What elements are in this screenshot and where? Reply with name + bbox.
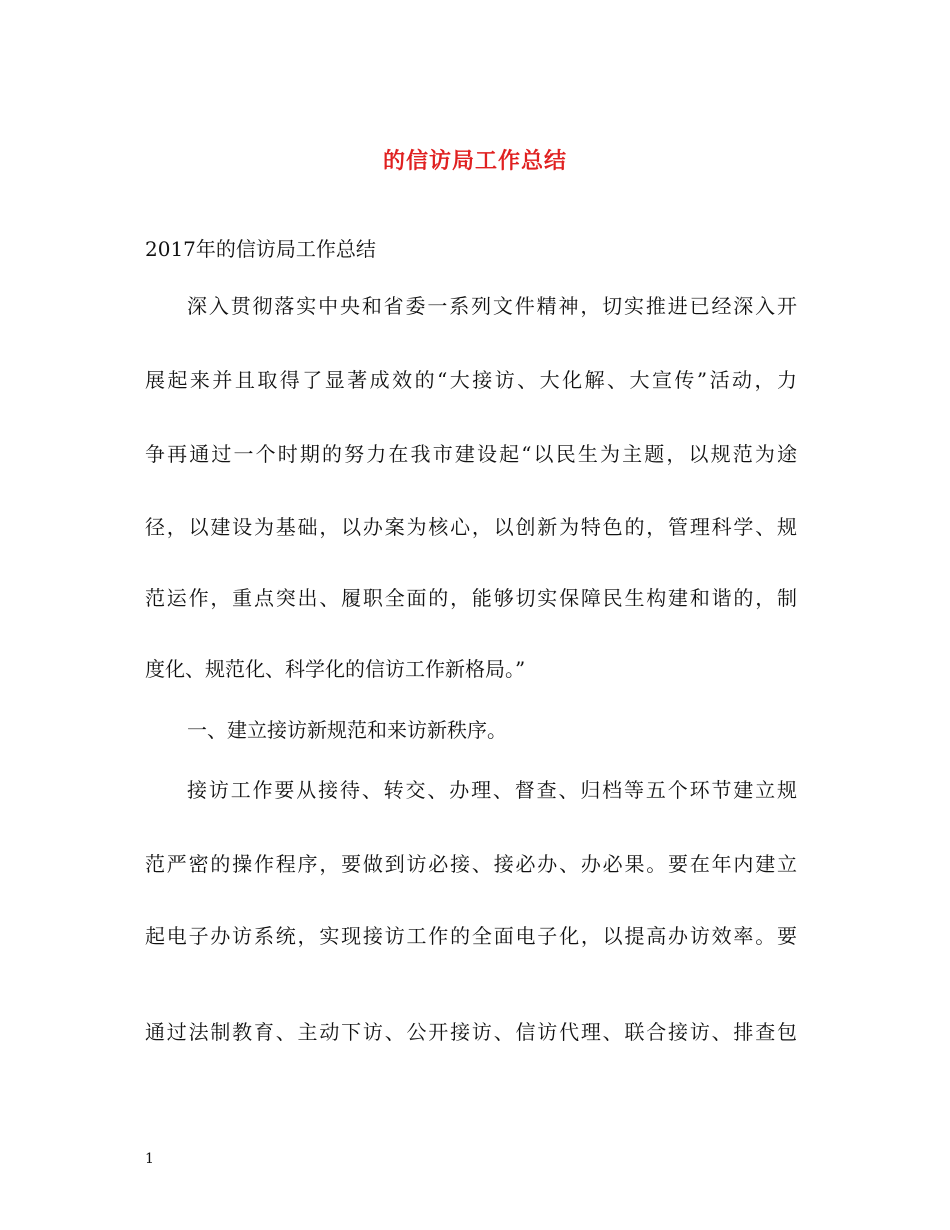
paragraph-line: 通过法制教育、主动下访、公开接访、信访代理、联合接访、排查包 xyxy=(145,1020,797,1044)
paragraph-line: 范严密的操作程序，要做到访必接、接必办、办必果。要在年内建立 xyxy=(145,852,797,876)
paragraph-line: 径，以建设为基础，以办案为核心，以创新为特色的，管理科学、规 xyxy=(145,515,797,539)
page-number: 1 xyxy=(145,1151,154,1167)
section-heading: 一、建立接访新规范和来访新秩序。 xyxy=(187,718,507,742)
paragraph-line: 展起来并且取得了显著成效的“大接访、大化解、大宣传”活动，力 xyxy=(145,368,797,392)
document-subtitle: 2017年的信访局工作总结 xyxy=(145,237,376,261)
document-title: 的信访局工作总结 xyxy=(382,149,567,174)
paragraph-line: 深入贯彻落实中央和省委一系列文件精神，切实推进已经深入开 xyxy=(187,294,797,318)
paragraph-line: 度化、规范化、科学化的信访工作新格局。” xyxy=(145,657,526,681)
paragraph-line: 起电子办访系统，实现接访工作的全面电子化，以提高办访效率。要 xyxy=(145,924,797,948)
paragraph-line: 接访工作要从接待、转交、办理、督查、归档等五个环节建立规 xyxy=(187,778,797,802)
paragraph-line: 争再通过一个时期的努力在我市建设起“以民生为主题，以规范为途 xyxy=(145,442,797,466)
paragraph-line: 范运作，重点突出、履职全面的，能够切实保障民生构建和谐的，制 xyxy=(145,586,797,610)
